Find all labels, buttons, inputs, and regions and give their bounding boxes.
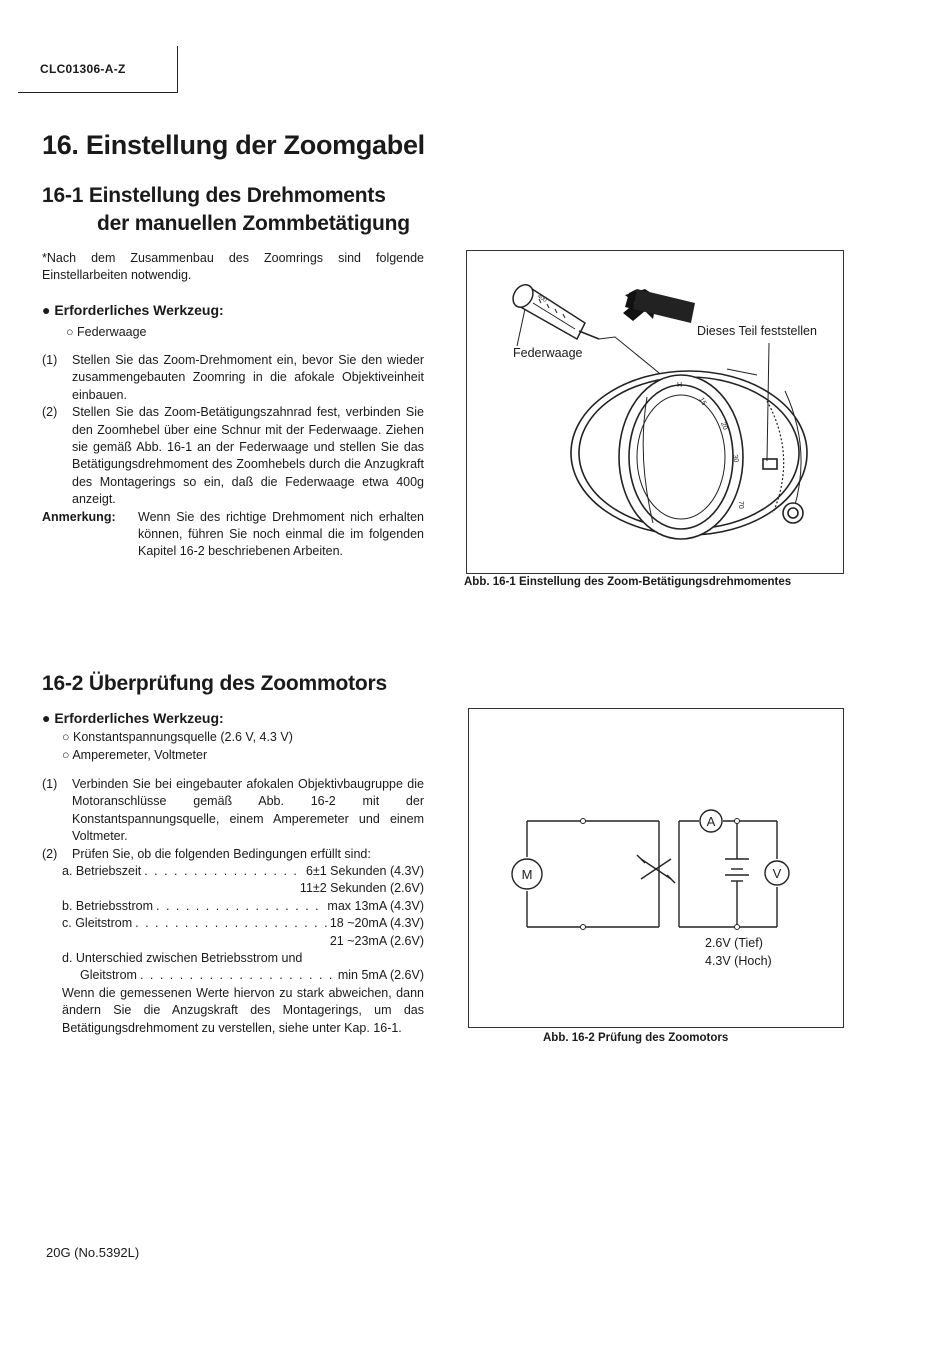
section2-tools-heading: ● Erforderliches Werkzeug:	[42, 710, 224, 726]
section1-tools-heading: ● Erforderliches Werkzeug:	[42, 302, 224, 318]
section2-steps	[42, 776, 424, 1037]
note-text: Wenn Sie des richtige Drehmoment nich erhalten können, führen Sie noch einmal die im folgenden Kapitel 16-2 beschriebenen Arbeiten.	[138, 509, 424, 559]
document-code: CLC01306-A-Z	[40, 62, 126, 76]
note-label: Anmerkung:	[42, 509, 116, 524]
header-rule-horizontal	[18, 92, 178, 93]
figure-16-2	[468, 708, 844, 1028]
spec-list	[42, 863, 424, 1037]
spec-row	[62, 863, 424, 880]
figure-16-1-caption: Abb. 16-1 Einstellung des Zoom-Betätigungsdrehmomentes	[464, 576, 792, 588]
figure-16-2-caption: Abb. 16-2 Prüfung des Zoomotors	[543, 1032, 729, 1044]
step-number: (2)	[42, 405, 58, 420]
section1-tool-item: ○ Federwaage	[66, 325, 147, 339]
step-text: Verbinden Sie bei eingebauter afokalen Objektivbaugruppe die Motoranschlüsse gemäß Abb. 16-2 mit der Konstantspannungsquelle, einem Amperemeter und einem Voltmeter.	[72, 777, 424, 844]
step-number: (1)	[42, 777, 58, 791]
circuit-terminals	[581, 819, 740, 930]
section2-heading: 16-2 Überprüfung des Zoommotors	[42, 672, 387, 695]
page-footer: 20G (No.5392L)	[46, 1245, 140, 1260]
ring-mark: 70	[737, 501, 744, 509]
note	[42, 509, 424, 561]
spec-value: 6±1 Sekunden (4.3V)	[305, 864, 424, 879]
spring-scale-icon	[509, 281, 599, 346]
section2-tool-item: ○ Amperemeter, Voltmeter	[62, 748, 208, 762]
voltage-high-label: 4.3V (Hoch)	[705, 954, 772, 968]
label-federwaage: Federwaage	[513, 346, 583, 360]
motor-label: M	[521, 867, 533, 882]
spec-row	[62, 915, 424, 932]
step-number: (1)	[42, 353, 58, 367]
figure-16-1	[466, 250, 844, 574]
closing-text: Wenn die gemessenen Werte hiervon zu stark abweichen, dann ändern Sie die Anzugskraft des Montagerings, um das Betätigungsdrehmoment zu verstellen, siehe unter Kap. 16-1.	[62, 985, 424, 1035]
step-text: Prüfen Sie, ob die folgenden Bedingungen erfüllt sind:	[72, 846, 371, 861]
step-item	[42, 776, 424, 846]
voltage-low-label: 2.6V (Tief)	[705, 936, 763, 950]
zoom-ring-illustration	[467, 251, 843, 573]
section1-intro: *Nach dem Zusammenbau des Zoomrings sind folgende Einstellarbeiten notwendig.	[42, 251, 424, 283]
section1-heading-line2: der manuellen Zommbetätigung	[97, 212, 410, 235]
spec-label: a. Betriebszeit	[62, 864, 142, 879]
section1-heading-line1: 16-1 Einstellung des Drehmoments	[42, 184, 386, 207]
ring-mark: 20	[719, 421, 729, 432]
ammeter-label: A	[706, 814, 716, 829]
step-text: Stellen Sie das Zoom-Betätigungszahnrad fest, verbinden Sie den Zoomhebel über eine Schnur mit der Federwaage. Ziehen sie gemäß Abb. 16-1 an der Federwaage und stellen Sie das Betätigungsdrehmoment des Zoomhebels durch die Anzugkraft des Montagerings so ein, daß die Federwaage etwa 400g anzeigt.	[72, 405, 424, 507]
section2-tool-item: ○ Konstantspannungsquelle (2.6 V, 4.3 V)	[62, 730, 293, 744]
step-item	[42, 846, 424, 863]
spec-row	[62, 967, 424, 984]
section1-steps	[42, 352, 424, 561]
step-number: (2)	[42, 846, 58, 861]
motor-test-circuit	[469, 709, 843, 1027]
spec-row	[62, 898, 424, 915]
spec-value: 11±2 Sekunden (2.6V)	[299, 881, 424, 896]
spec-label: b. Betriebsstrom	[62, 898, 154, 913]
ring-mark: 30	[731, 454, 740, 464]
label-feststellen: Dieses Teil feststellen	[697, 324, 817, 338]
ring-mark: H	[677, 382, 683, 389]
spec-label: c. Gleitstrom	[62, 916, 133, 931]
spec-value: 18 ~20mA (4.3V)	[329, 916, 424, 931]
step-item	[42, 404, 424, 508]
scale-mark: 400	[535, 293, 548, 305]
step-item	[42, 352, 424, 404]
spec-label: d. Unterschied zwischen Betriebsstrom und	[62, 951, 303, 966]
spec-value: 21 ~23mA (2.6V)	[329, 933, 424, 948]
circuit-wires	[527, 821, 777, 927]
ring-mark: 15	[697, 396, 708, 407]
spec-value: max 13mA (4.3V)	[327, 898, 424, 913]
page-title: 16. Einstellung der Zoomgabel	[42, 130, 425, 160]
voltmeter-label: V	[772, 866, 782, 881]
spec-label: Gleitstrom	[80, 968, 137, 983]
arrow-icon	[623, 289, 695, 323]
zoom-ring-icon	[571, 369, 807, 539]
header-rule-vertical	[177, 46, 178, 92]
spec-value: min 5mA (2.6V)	[337, 968, 424, 983]
step-text: Stellen Sie das Zoom-Drehmoment ein, bevor Sie den wieder zusammengebauten Zoomring in die afokale Objektiveinheit einbauen.	[72, 353, 424, 402]
